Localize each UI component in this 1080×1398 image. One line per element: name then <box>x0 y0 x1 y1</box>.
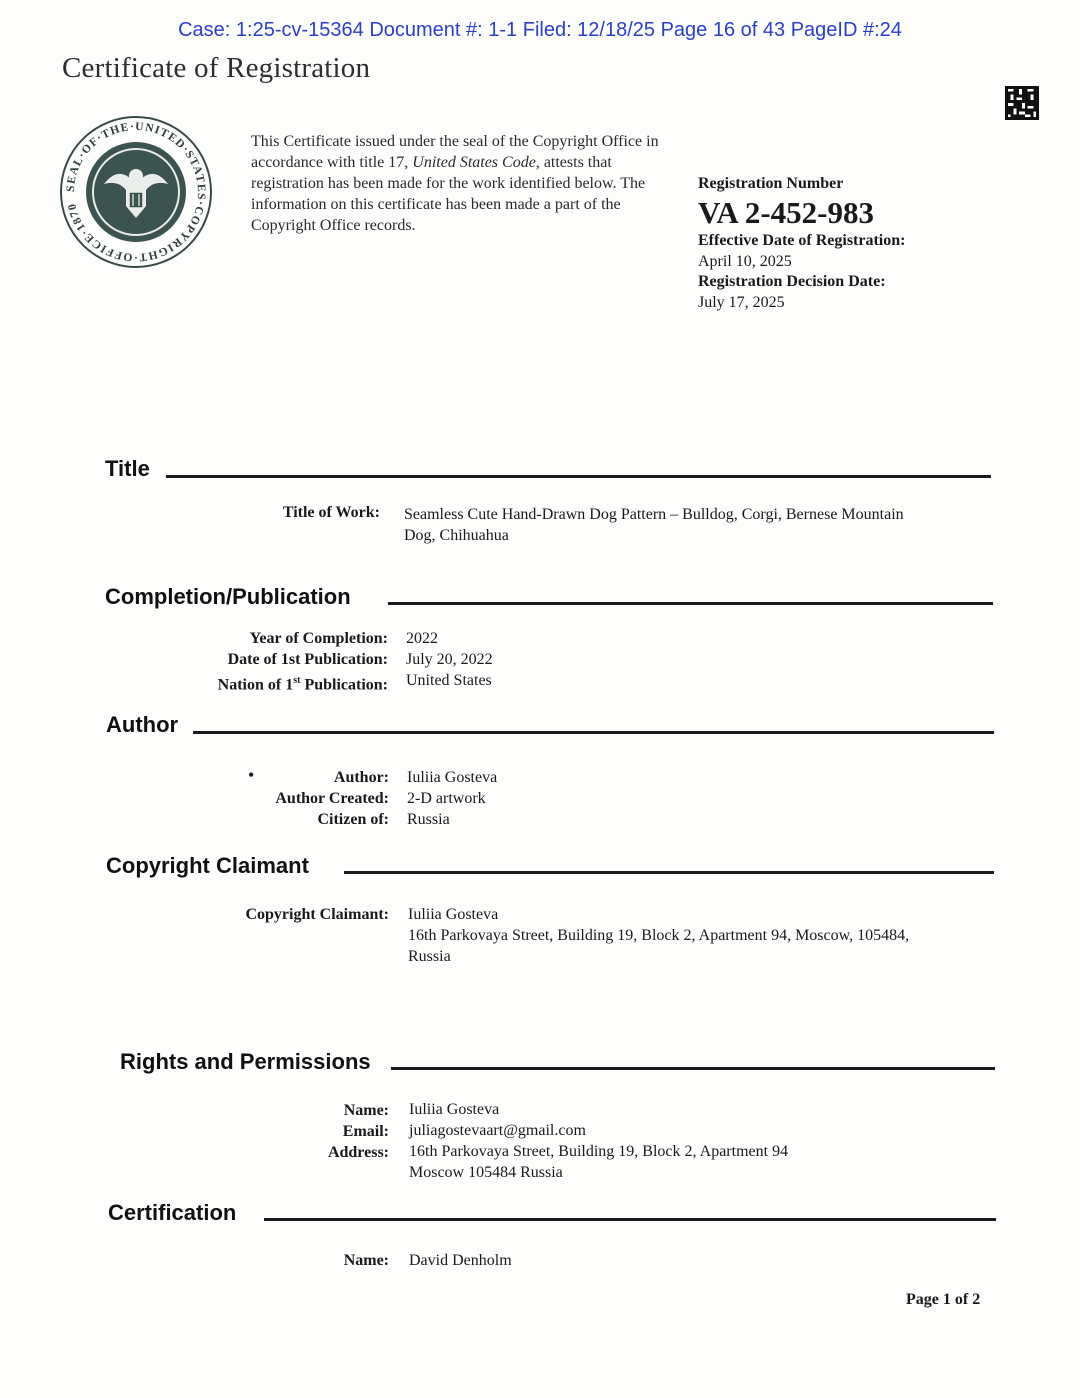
rights-labels <box>250 1100 389 1163</box>
claimant-address-line2: Russia <box>408 948 451 965</box>
author-values <box>407 767 497 830</box>
rights-values <box>409 1099 788 1183</box>
certificate-intro: This Certificate issued under the seal of the Copyright Office in accordance with title 17, United States Code, attests that registration has been made for the work identified below. The information on this certificate has been made a part of the Copyright Office records. <box>251 133 659 234</box>
registration-block <box>698 174 1038 313</box>
rights-email-value: juliagostevaart@gmail.com <box>409 1122 586 1139</box>
seal-text: SEAL·OF·THE·UNITED·STATES·COPYRIGHT·OFFICE·1870 <box>64 120 208 264</box>
decision-date: July 17, 2025 <box>698 294 785 311</box>
rights-name-value: Iuliia Gosteva <box>409 1101 500 1118</box>
section-heading-author: Author <box>106 712 179 737</box>
section-rule <box>344 871 994 874</box>
date-first-publication-value: July 20, 2022 <box>406 651 493 668</box>
section-rule <box>388 602 993 605</box>
section-rule <box>264 1218 996 1221</box>
section-rule <box>193 731 994 734</box>
registration-number-label: Registration Number <box>698 175 844 192</box>
author-value: Iuliia Gosteva <box>407 769 498 786</box>
nation-first-publication-value: United States <box>406 672 492 689</box>
certificate-title: Certificate of Registration <box>62 52 371 84</box>
citizen-of-label: Citizen of: <box>317 811 389 828</box>
rights-address-label: Address: <box>327 1144 389 1161</box>
section-heading-claimant: Copyright Claimant <box>106 853 309 878</box>
author-created-label: Author Created: <box>275 790 389 807</box>
barcode-icon <box>1005 86 1039 120</box>
date-first-publication-label: Date of 1st Publication: <box>227 651 388 668</box>
rights-email-label: Email: <box>342 1123 389 1140</box>
copyright-claimant-value <box>408 904 1028 967</box>
citizen-of-value: Russia <box>407 811 450 828</box>
completion-values <box>406 628 493 691</box>
effective-date: April 10, 2025 <box>698 253 792 270</box>
section-heading-rights: Rights and Permissions <box>120 1049 371 1074</box>
section-heading-certification: Certification <box>108 1200 237 1225</box>
title-of-work-value: Seamless Cute Hand-Drawn Dog Pattern – Bulldog, Corgi, Bernese Mountain Dog, Chihuahua <box>404 506 904 544</box>
rights-address-line2: Moscow 105484 Russia <box>409 1164 563 1181</box>
section-heading-title: Title <box>105 456 150 481</box>
page-number: Page 1 of 2 <box>906 1291 981 1308</box>
section-heading-completion: Completion/Publication <box>105 584 351 609</box>
claimant-name: Iuliia Gosteva <box>408 906 499 923</box>
copyright-claimant-label: Copyright Claimant: <box>245 906 389 923</box>
nation-first-publication-label: Nation of 1st Publication: <box>217 675 388 694</box>
rights-name-label: Name: <box>343 1102 389 1119</box>
author-created-value: 2-D artwork <box>407 790 486 807</box>
author-bullet: • <box>248 765 255 785</box>
year-of-completion-label: Year of Completion: <box>249 630 388 647</box>
effective-date-label: Effective Date of Registration: <box>698 232 906 249</box>
rights-address-line1: 16th Parkovaya Street, Building 19, Block 2, Apartment 94 <box>409 1143 789 1160</box>
completion-labels <box>130 628 388 695</box>
section-rule <box>391 1067 995 1070</box>
certification-name-label: Name: <box>343 1252 389 1269</box>
copyright-office-seal <box>58 114 214 270</box>
title-of-work-label: Title of Work: <box>282 504 380 521</box>
registration-number: VA 2-452-983 <box>698 195 874 230</box>
case-header: Case: 1:25-cv-15364 Document #: 1-1 Filed: 12/18/25 Page 16 of 43 PageID #:24 <box>178 19 902 41</box>
claimant-address-line1: 16th Parkovaya Street, Building 19, Block 2, Apartment 94, Moscow, 105484, <box>408 927 910 944</box>
section-rule <box>166 475 991 478</box>
certification-name-value: David Denholm <box>409 1252 512 1269</box>
decision-date-label: Registration Decision Date: <box>698 273 886 290</box>
year-of-completion-value: 2022 <box>406 630 438 647</box>
author-label: Author: <box>333 769 389 786</box>
author-labels <box>200 767 389 830</box>
